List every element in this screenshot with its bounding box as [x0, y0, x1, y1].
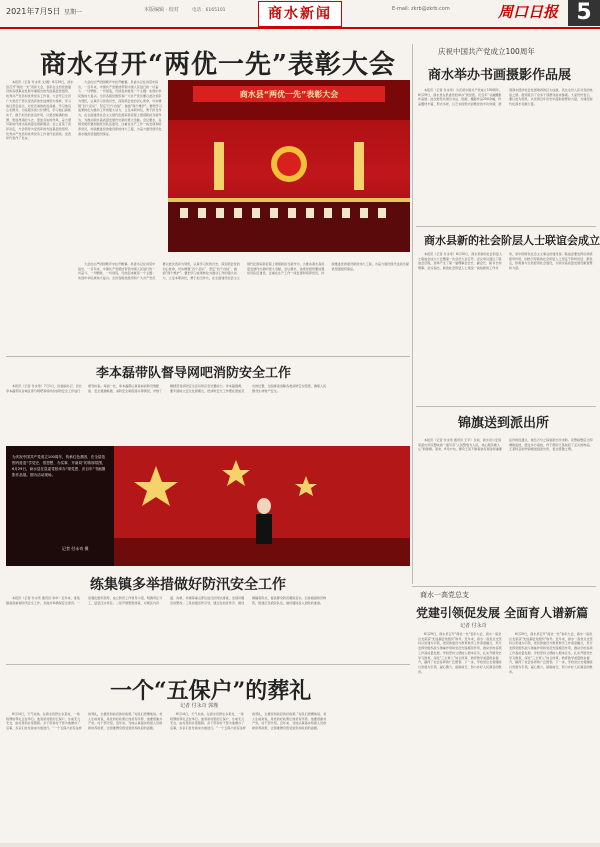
banner-body: 本报讯（记者 付永奇 通讯员 王平）日前，商水县公安局某派出所民警收到一面写有“人民警察为人民，热心服务暖人心”的锦旗。原来，6月中旬，群众王某不慎将装有现金和重要证件的包遗失，焦急万分之际到派出所求助。民警接警后立即调取监控，经过多方查找，终于帮助王某找回了丢失的物品。王某特意制作锦旗送到派出所，表达感激之情。 [418, 438, 593, 452]
main-story-col1 [6, 80, 74, 388]
party-body-cont: 6月29日，商水县召开“两优一先”表彰大会，商水一高党总支荣获“先进基层党组织”称号。近年来，商水一高党总支坚持以党建为引领，把党的建设与教育教学工作深度融合，充分发挥党组织战斗堡垒作用和党员先锋模范作用，推动学校各项工作高质量发展。学校坚持立德树人根本任务，扎实开展党史学习教育，深化“三全育人”综合改革，教育教学质量稳步提升，赢得了社会各界的广泛赞誉。下一步，学校党总支将继续以党建为引领，凝心聚力，砥砺前行，努力办好人民满意的教育。 [509, 632, 593, 674]
meeting-hall-image [168, 80, 410, 252]
flood-headline: 练集镇多举措做好防汛安全工作 [90, 577, 286, 593]
funeral-body-text: 6月14日，天气炎热。在商水县舒庄乡某村，一场特殊的葬礼正在举行。逝者是村里的五保户，生前无儿无女，由村里和乡里照顾。乡干部和村干部为他操办了后事，乡亲们自发前来为他送行。“一个五保户能有这样的葬礼，全靠党和政府的好政策。”村民们感慨地说。老人生前常说，是党的好政策让他老有所养，他要感谢共产党。村干部介绍，近年来，当地认真落实特困人员救助供养政策，让困难群众感受到党和政府的温暖。 [6, 712, 163, 731]
masthead [0, 0, 600, 38]
main-body-cont: 大会在庄严的国歌声中拉开帷幕。县委书记在讲话中指出，一百年来，中国共产党团结带领中国人民进行的一切奋斗、一切牺牲、一切创造，归结起来就是一个主题：实现中华民族伟大复兴。全县各级党组织和广大共产党员要以此次表彰为契机，认真学习党的历史，深刻领会党的初心使命，切实增强“四个意识”、坚定“四个自信”、做到“两个维护”。要把学习成果转化为推动工作的强大动力，立足本职岗位，勇于担当作为，在全面建设社会主义现代化国家新征程上展现新担当新作为，为推动商水高质量发展作出新的更大贡献。会议要求，各级党组织要加强党员队伍建设，注重在生产工作一线发现和培养党员，持续推进党的建设新的伟大工程，为奋力建设现代化商水提供坚强组织保证。 [78, 262, 409, 281]
main-headline: 商水召开“两优一先”表彰大会 [40, 50, 396, 80]
newspaper-name: 周口日报 [498, 3, 559, 21]
phone-info: 电话：6165101 [192, 8, 226, 13]
banner-headline: 锦旗送到派出所 [458, 416, 550, 431]
art-show-photo [6, 446, 410, 566]
flood-story [6, 596, 410, 660]
masthead-rule [0, 27, 600, 29]
party-byline: 记者 付永奇 [460, 623, 487, 629]
main-lead-text: 本报讯（记者 付永奇 文/图）6月29日，商水县召开“两优一先”表彰大会，表彰在全县党的建设和各项事业发展中涌现出的先进基层党组织、优秀共产党员和优秀党务工作者。大会号召全县广大党员干部以受表彰的先进典型为榜样，学习他们坚定信念、对党忠诚的政治品格，学习他们心系群众、为民服务的公仆情怀，学习他们真抓实干、敢于担当的优良作风，以更加饱满的热情、更加昂扬的斗志、更加务实的作风，奋力谱写新时代商水高质量发展新篇章。会上宣读了表彰决定，与会领导为受表彰的先进基层党组织、优秀共产党员和优秀党务工作者代表颁奖。受表彰代表作了发言。 [6, 80, 74, 141]
flood-body-text: 本报讯（记者 付永奇 通讯员 李卓）近年来，练集镇高度重视防汛安全工作，多措并举确保安全度汛。一是强化组织领导，成立防汛工作领导小组，明确责任分工，层层压实责任。二是开展隐患排查，对辖区内河道、沟渠、坑塘等重点部位进行拉网式排查，发现问题及时整改。三是加强宣传引导，通过发放宣传页、悬挂横幅等形式，提高群众防汛避险意识。四是储备防汛物资，组建应急抢险队伍，做好随时投入抢险的准备。 [6, 596, 327, 605]
new-union-body: 本报讯（记者 付永奇）6月30日，商水县新的社会阶层人士联谊会成立大会暨第一次会员大会召开。会议审议通过了联谊会章程，选举产生了第一届理事会会长、副会长、秘书长和理事。会议指出，新的社会阶层人士是统一战线新的工作对象，是中国特色社会主义事业的建设者。联谊会要发挥好桥梁纽带作用，团结引导新的社会阶层人士坚定不移听党话、跟党走，积极参与全县经济社会建设，为商水高质量发展贡献智慧和力量。 [418, 252, 593, 271]
funeral-headline: 一个“五保户”的葬礼 [110, 678, 312, 704]
new-union-story [418, 252, 594, 402]
email-info: E-mail: zkrb@zkrb.com [392, 6, 450, 12]
main-story-col2 [78, 80, 162, 260]
photo-show-headline: 商水举办书画摄影作品展 [428, 68, 572, 83]
funeral-body-cont: 6月14日，天气炎热。在商水县舒庄乡某村，一场特殊的葬礼正在举行。逝者是村里的五保户，生前无儿无女，由村里和乡里照顾。乡干部和村干部为他操办了后事，乡亲们自发前来为他送行。“一个五保户能有这样的葬礼，全靠党和政府的好政策。”村民们感慨地说。老人生前常说，是党的好政策让他老有所养，他要感谢共产党。村干部介绍，近年来，当地认真落实特困人员救助供养政策，让困难群众感受到党和政府的温暖。 [170, 712, 327, 731]
right-kicker: 庆祝中国共产党成立100周年 [438, 47, 535, 56]
main-body-text: 大会在庄严的国歌声中拉开帷幕。县委书记在讲话中指出，一百年来，中国共产党团结带领中国人民进行的一切奋斗、一切牺牲、一切创造，归结起来就是一个主题：实现中华民族伟大复兴。全县各级党组织和广大共产党员要以此次表彰为契机，认真学习党的历史，深刻领会党的初心使命，切实增强“四个意识”、坚定“四个自信”、做到“两个维护”。要把学习成果转化为推动工作的强大动力，立足本职岗位，勇于担当作为，在全面建设社会主义现代化国家新征程上展现新担当新作为，为推动商水高质量发展作出新的更大贡献。会议要求，各级党组织要加强党员队伍建设，注重在生产工作一线发现和培养党员，持续推进党的建设新的伟大工程，为奋力建设现代化商水提供坚强组织保证。 [78, 80, 162, 136]
divider [416, 226, 596, 227]
fire-story [6, 384, 410, 440]
fire-body-text: 本报讯（记者 付永奇）7月1日，县委副书记、县长李本磊带队对城区部分网吧等场所的消防安全工作进行督导检查。每到一处，李本磊都认真查看消防设施配备、安全通道畅通、消防安全制度落实等情况，详细了解经营者消防安全意识和应急处置能力。李本磊强调，要牢固树立安全发展理念，把消防安全工作摆在更加突出的位置，全面排查消除各类消防安全隐患，确保人民群众生命财产安全。 [6, 384, 327, 393]
issue-date: 2021年7月5日 [6, 7, 61, 16]
party-headline: 党建引领促发展 全面育人谱新篇 [416, 606, 589, 620]
photo-credit: 记者 付永奇 摄 [62, 546, 89, 551]
photo-show-body: 本报讯（记者 付永奇）为庆祝中国共产党成立100周年，6月29日，商水县在县委党校举办“颂党恩、庆百年”书画摄影作品展。此次展览共展出书法、绘画、摄影作品200余幅，作品题材丰富，形式多样，以艺术的形式讴歌党的丰功伟绩，展现商水经济社会发展取得的巨大成就，表达全县人民对党的热爱之情。展览吸引了众多干部群众前来参观。大家纷纷表示，要以此为契机，从党的百年历史中汲取智慧和力量，为建设现代化商水贡献力量。 [418, 88, 593, 107]
main-story-bottom [78, 262, 410, 342]
page-bottom [0, 843, 600, 847]
page-number: 5 [568, 0, 600, 26]
divider [412, 586, 596, 587]
party-kicker: 商水一高党总支 [420, 591, 469, 599]
new-union-headline: 商水县新的社会阶层人士联谊会成立 [424, 234, 600, 247]
divider [6, 356, 410, 357]
divider [6, 664, 410, 665]
party-body: 6月29日，商水县召开“两优一先”表彰大会，商水一高党总支荣获“先进基层党组织”称号。近年来，商水一高党总支坚持以党建为引领，把党的建设与教育教学工作深度融合，充分发挥党组织战斗堡垒作用和党员先锋模范作用，推动学校各项工作高质量发展。学校坚持立德树人根本任务，扎实开展党史学习教育，深化“三全育人”综合改革，教育教学质量稳步提升，赢得了社会各界的广泛赞誉。下一步，学校党总支将继续以党建为引领，凝心聚力，砥砺前行，努力办好人民满意的教育。 [418, 632, 502, 674]
issue-weekday: 星期一 [64, 9, 83, 16]
editor-info: 本版编辑 · 校对 [144, 7, 179, 13]
photo-show-story [418, 88, 594, 224]
column-divider [412, 44, 413, 584]
section-title: 商水新闻 [258, 1, 342, 27]
main-photo [168, 80, 410, 252]
funeral-byline: 记者 付永奇 郭瑾 [180, 703, 219, 709]
banner-story [418, 438, 594, 562]
funeral-story [6, 712, 410, 840]
photo-caption: 为庆祝中国共产党成立100周年，传承红色基因，在全县范围内营造“学党史、悟思想、办实事、开新局”的浓厚氛围，6月29日，商水县在县委党校举办“颂党恩、庆百年”书画摄影作品展。图为活动现场。 [12, 455, 106, 477]
divider [416, 406, 596, 407]
fire-headline: 李本磊带队督导网吧消防安全工作 [96, 366, 292, 381]
hall-banner-text: 商水县“两优一先”表彰大会 [239, 90, 339, 99]
party-story [418, 632, 594, 840]
